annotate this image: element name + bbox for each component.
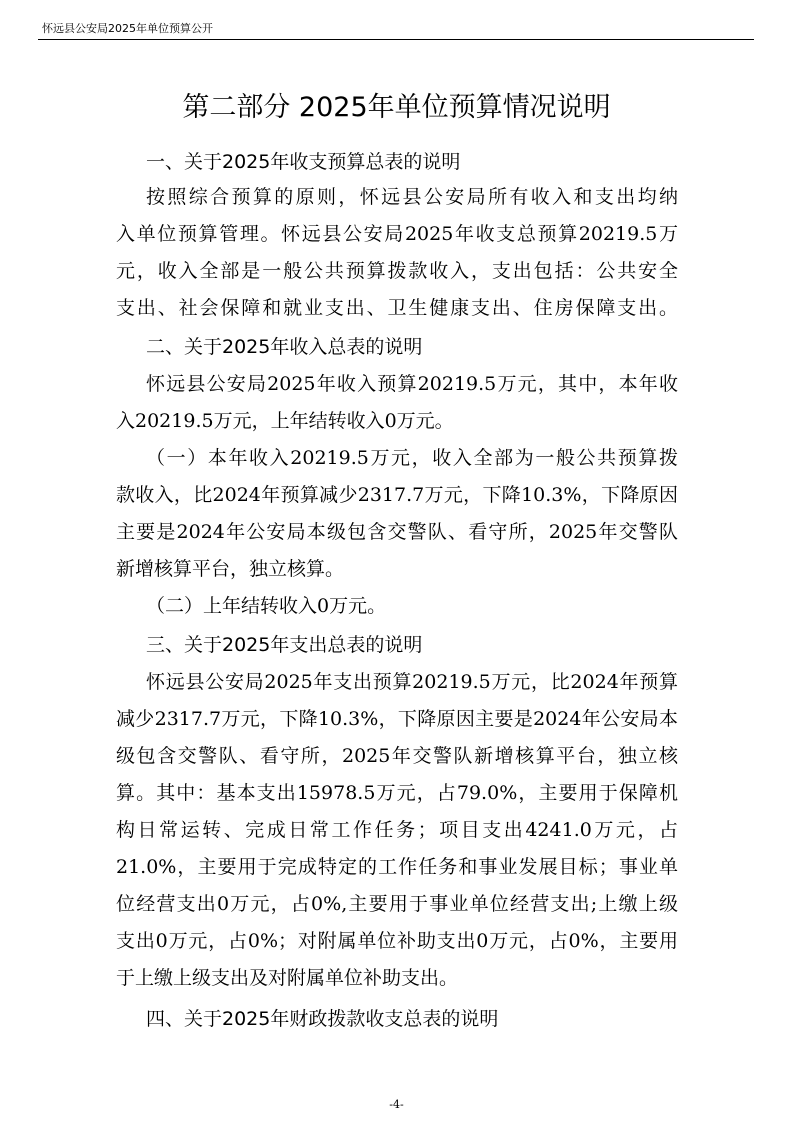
paragraph-line: 怀远县公安局2025年支出预算20219.5万元，比2024年预算 [146, 671, 678, 693]
page-title: 第二部分 2025年单位预算情况说明 [182, 92, 611, 123]
paragraph-line: 支出、社会保障和就业支出、卫生健康支出、住房保障支出。 [116, 297, 678, 319]
paragraph-line: 怀远县公安局2025年收入预算20219.5万元，其中，本年收 [146, 373, 678, 395]
section-heading-1: 一、关于2025年收支预算总表的说明 [146, 151, 461, 173]
paragraph-line: 21.0%，主要用于完成特定的工作任务和事业发展目标；事业单 [116, 856, 678, 878]
section-heading-4: 四、关于2025年财政拨款收支总表的说明 [146, 1008, 499, 1030]
paragraph-line: （二）上年结转收入0万元。 [146, 595, 387, 617]
paragraph-line: 位经营支出0万元，占0%,主要用于事业单位经营支出;上缴上级 [116, 893, 678, 915]
paragraph-line: 按照综合预算的原则，怀远县公安局所有收入和支出均纳 [146, 186, 678, 208]
paragraph-line: 支出0万元，占0%；对附属单位补助支出0万元，占0%，主要用 [116, 930, 678, 952]
section-heading-3: 三、关于2025年支出总表的说明 [146, 634, 423, 656]
paragraph-line: 级包含交警队、看守所，2025年交警队新增核算平台，独立核 [116, 745, 678, 767]
paragraph-line: 元，收入全部是一般公共预算拨款收入，支出包括：公共安全 [116, 260, 678, 282]
section-heading-2: 二、关于2025年收入总表的说明 [146, 336, 423, 358]
paragraph-line: 新增核算平台，独立核算。 [116, 558, 345, 580]
page-number: -4- [389, 1098, 404, 1111]
paragraph-line: 算。其中：基本支出15978.5万元，占79.0%，主要用于保障机 [116, 782, 678, 804]
paragraph-line: 于上缴上级支出及对附属单位补助支出。 [116, 967, 459, 989]
paragraph-line: （一）本年收入20219.5万元，收入全部为一般公共预算拨 [146, 447, 678, 469]
paragraph-line: 减少2317.7万元，下降10.3%，下降原因主要是2024年公安局本 [116, 708, 678, 730]
paragraph-line: 入20219.5万元，上年结转收入0万元。 [116, 410, 454, 432]
paragraph-line: 款收入，比2024年预算减少2317.7万元，下降10.3%，下降原因 [116, 484, 678, 506]
paragraph-line: 构日常运转、完成日常工作任务；项目支出4241.0万元，占 [116, 819, 678, 841]
paragraph-line: 主要是2024年公安局本级包含交警队、看守所，2025年交警队 [116, 521, 678, 543]
header-divider [38, 39, 754, 40]
paragraph-line: 入单位预算管理。怀远县公安局2025年收支总预算20219.5万 [116, 223, 678, 245]
document-header: 怀远县公安局2025年单位预算公开 [42, 22, 213, 35]
